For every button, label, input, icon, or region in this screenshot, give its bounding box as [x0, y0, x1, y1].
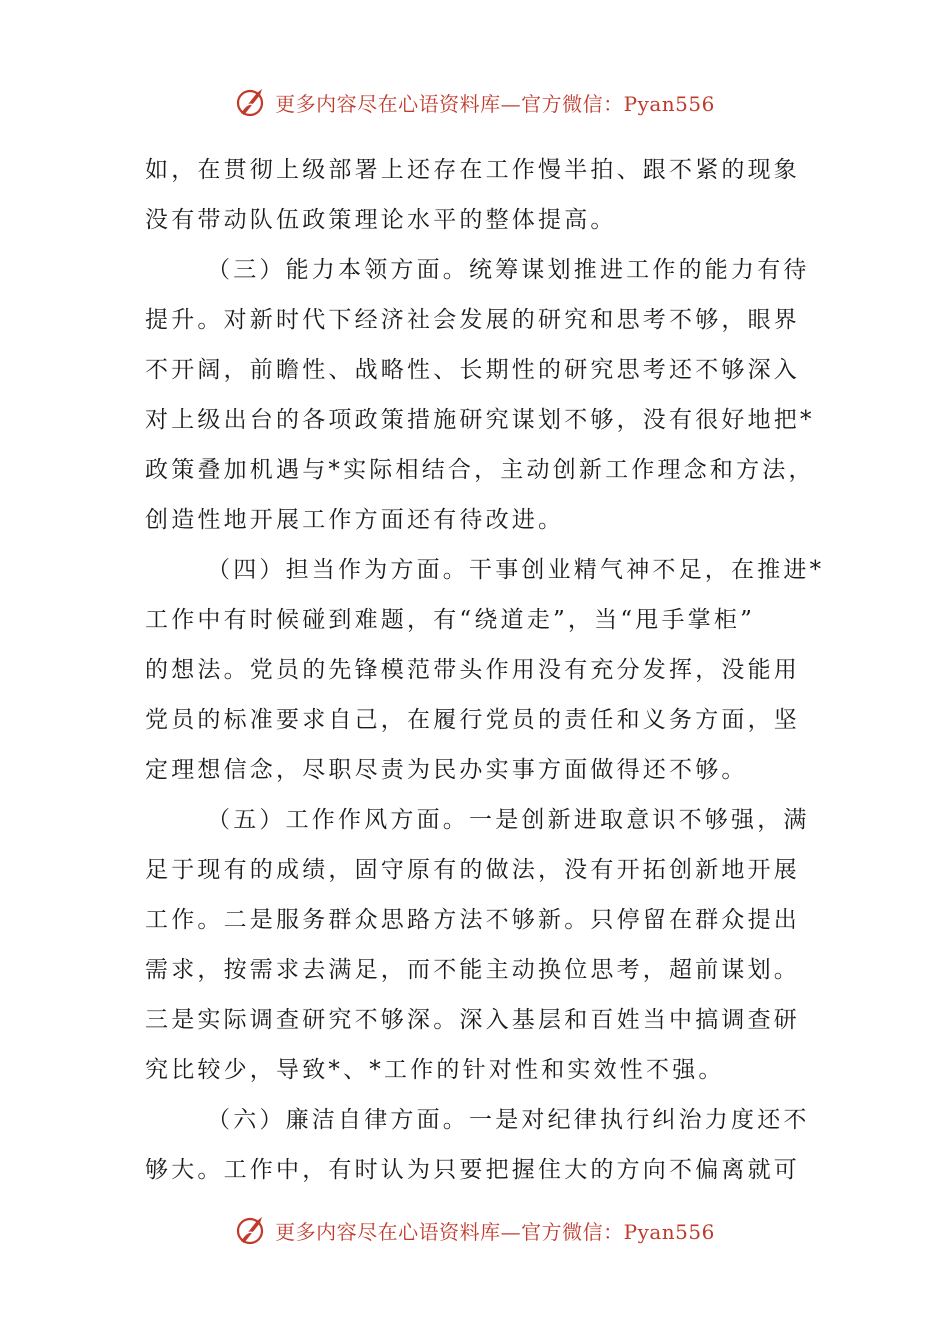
text-line: 的想法。党员的先锋模范带头作用没有充分发挥，没能用: [145, 657, 800, 683]
text-line: 创造性地开展工作方面还有待改进。: [145, 507, 565, 533]
text-line: （四）担当作为方面。干事创业精气神不足，在推进*: [207, 557, 825, 583]
text-line: 工作。二是服务群众思路方法不够新。只停留在群众提出: [145, 907, 800, 933]
text-line: 政策叠加机遇与*实际相结合，主动创新工作理念和方法，: [145, 457, 815, 483]
text-line: 没有带动队伍政策理论水平的整体提高。: [145, 207, 617, 233]
text-line: 需求，按需求去满足，而不能主动换位思考，超前谋划。: [145, 957, 800, 983]
footer-watermark-text: 更多内容尽在心语资料库—官方微信：Pyan556: [275, 1219, 715, 1244]
text-line: 三是实际调查研究不够深。深入基层和百姓当中搞调查研: [145, 1007, 800, 1033]
text-line: 究比较少，导致*、*工作的针对性和实效性不强。: [145, 1057, 725, 1083]
header-watermark-text: 更多内容尽在心语资料库—官方微信：Pyan556: [275, 91, 715, 116]
text-line: 不开阔，前瞻性、战略性、长期性的研究思考还不够深入: [145, 357, 800, 383]
header-watermark: [0, 82, 950, 122]
text-line: 提升。对新时代下经济社会发展的研究和思考不够，眼界: [145, 307, 800, 333]
footer-watermark: [0, 1210, 950, 1250]
text-line: （六）廉洁自律方面。一是对纪律执行纠治力度还不: [207, 1107, 810, 1133]
text-line: 定理想信念，尽职尽责为民办实事方面做得还不够。: [145, 757, 748, 783]
text-line: 够大。工作中，有时认为只要把握住大的方向不偏离就可: [145, 1157, 800, 1183]
text-line: 工作中有时候碰到难题，有“绕道走”，当“甩手掌柜”: [145, 607, 756, 633]
text-line: 如，在贯彻上级部署上还存在工作慢半拍、跟不紧的现象: [145, 157, 800, 183]
document-body: [145, 145, 825, 1195]
text-line: 足于现有的成绩，固守原有的做法，没有开拓创新地开展: [145, 857, 800, 883]
text-line: （五）工作作风方面。一是创新进取意识不够强，满: [207, 807, 810, 833]
text-line: 党员的标准要求自己，在履行党员的责任和义务方面，坚: [145, 707, 800, 733]
text-line: （三）能力本领方面。统筹谋划推进工作的能力有待: [207, 257, 810, 283]
text-line: 对上级出台的各项政策措施研究谋划不够，没有很好地把*: [145, 407, 815, 433]
pen-logo-icon: [235, 85, 269, 119]
pen-logo-icon: [235, 1213, 269, 1247]
